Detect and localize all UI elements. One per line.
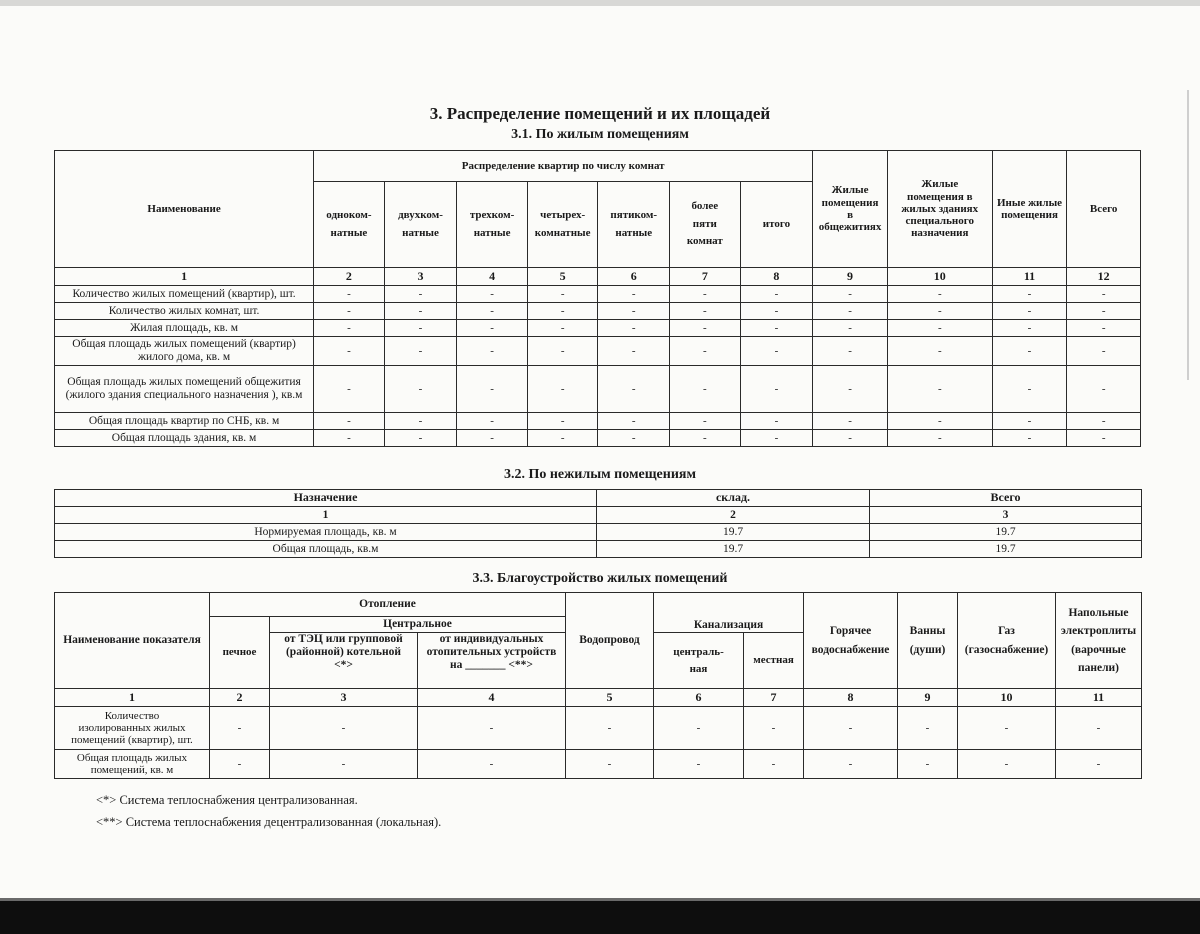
column-number: 11 — [1056, 689, 1142, 707]
row-label: Количество изолированных жилых помещений (квартир), шт. — [55, 707, 210, 750]
cell-value: - — [654, 750, 744, 779]
header-warehouse: склад. — [597, 490, 870, 507]
cell-value: - — [1056, 750, 1142, 779]
cell-value: - — [887, 366, 992, 413]
cell-value: - — [566, 750, 654, 779]
section-title-residential: 3.1. По жилым помещениям — [511, 127, 689, 142]
header-total: Всего — [1067, 151, 1141, 268]
cell-value: - — [887, 320, 992, 337]
column-number: 2 — [210, 689, 270, 707]
cell-value: - — [314, 337, 385, 366]
footnote-decentralized: <**> Система теплоснабжения децентрализованная (локальная). — [96, 815, 442, 829]
cell-value: - — [740, 320, 813, 337]
cell-value: - — [740, 413, 813, 430]
cell-value: - — [314, 286, 385, 303]
row-label: Общая площадь жилых помещений, кв. м — [55, 750, 210, 779]
column-number: 9 — [813, 268, 888, 286]
cell-value: - — [1056, 707, 1142, 750]
cell-value: - — [887, 286, 992, 303]
cell-value: - — [527, 286, 598, 303]
cell-value: - — [744, 750, 804, 779]
cell-value: - — [898, 750, 958, 779]
cell-value: - — [384, 366, 457, 413]
cell-value: - — [1067, 430, 1141, 447]
cell-value: - — [527, 337, 598, 366]
header-name: Наименование — [55, 151, 314, 268]
cell-value: 19.7 — [597, 541, 870, 558]
cell-value: - — [813, 286, 888, 303]
header-central-heating: Центральное — [270, 617, 566, 633]
amenities-table — [54, 592, 1142, 779]
cell-value: - — [210, 707, 270, 750]
document-title: 3. Распределение помещений и их площадей — [429, 104, 771, 123]
cell-value: - — [418, 707, 566, 750]
cell-value: - — [740, 366, 813, 413]
cell-value: - — [457, 430, 528, 447]
cell-value: - — [527, 303, 598, 320]
cell-value: - — [598, 337, 670, 366]
cell-value: - — [1067, 366, 1141, 413]
header-one-room: одноком- натные — [314, 182, 385, 268]
header-chp-boiler: от ТЭЦ или групповой (районной) котельной <*> — [270, 633, 418, 689]
table-row — [55, 541, 1142, 558]
cell-value: - — [1067, 337, 1141, 366]
cell-value: - — [270, 707, 418, 750]
column-number: 3 — [870, 507, 1142, 524]
cell-value: - — [457, 303, 528, 320]
cell-value: - — [598, 286, 670, 303]
cell-value: - — [457, 320, 528, 337]
header-heating: Отопление — [210, 593, 566, 617]
cell-value: - — [992, 303, 1067, 320]
column-numbers-row — [55, 268, 1141, 286]
row-label: Общая площадь здания, кв. м — [55, 430, 314, 447]
cell-value: - — [670, 366, 741, 413]
cell-value: - — [804, 750, 898, 779]
cell-value: - — [457, 413, 528, 430]
header-more-than-five: более пяти комнат — [670, 182, 741, 268]
column-number: 5 — [566, 689, 654, 707]
header-stove-heating: печное — [210, 617, 270, 689]
cell-value: - — [598, 366, 670, 413]
cell-value: - — [384, 286, 457, 303]
row-label: Общая площадь жилых помещений (квартир) жилого дома, кв. м — [55, 337, 314, 366]
cell-value: 19.7 — [597, 524, 870, 541]
cell-value: - — [740, 430, 813, 447]
header-room-distribution: Распределение квартир по числу комнат — [314, 151, 813, 182]
cell-value: - — [813, 320, 888, 337]
column-number: 4 — [418, 689, 566, 707]
header-four-room: четырех- комнатные — [527, 182, 598, 268]
cell-value: - — [457, 366, 528, 413]
column-number: 2 — [314, 268, 385, 286]
cell-value: - — [384, 337, 457, 366]
header-other-premises: Иные жилые помещения — [992, 151, 1067, 268]
cell-value: 19.7 — [870, 524, 1142, 541]
cell-value: - — [740, 286, 813, 303]
header-indicator-name: Наименование показателя — [55, 593, 210, 689]
header-baths: Ванны (души) — [898, 593, 958, 689]
cell-value: - — [992, 286, 1067, 303]
cell-value: - — [384, 320, 457, 337]
cell-value: - — [887, 413, 992, 430]
section-title-non-residential: 3.2. По нежилым помещениям — [503, 467, 697, 482]
table-row — [55, 707, 1142, 750]
cell-value: - — [992, 366, 1067, 413]
cell-value: - — [457, 337, 528, 366]
cell-value: - — [958, 707, 1056, 750]
column-number: 3 — [384, 268, 457, 286]
cell-value: - — [598, 320, 670, 337]
row-label: Жилая площадь, кв. м — [55, 320, 314, 337]
cell-value: - — [958, 750, 1056, 779]
cell-value: - — [670, 320, 741, 337]
table-row — [55, 286, 1141, 303]
table-row — [55, 337, 1141, 366]
cell-value: - — [887, 430, 992, 447]
row-label: Общая площадь квартир по СНБ, кв. м — [55, 413, 314, 430]
cell-value: - — [887, 303, 992, 320]
table-row — [55, 430, 1141, 447]
header-individual-heaters: от индивидуальных отопительных устройств на _______ <**> — [418, 633, 566, 689]
row-label: Общая площадь, кв.м — [55, 541, 597, 558]
column-number: 6 — [598, 268, 670, 286]
cell-value: - — [1067, 413, 1141, 430]
cell-value: - — [804, 707, 898, 750]
cell-value: - — [314, 366, 385, 413]
header-water-supply: Водопровод — [566, 593, 654, 689]
cell-value: - — [314, 413, 385, 430]
header-dormitory: Жилые помещения в общежитиях — [813, 151, 888, 268]
table-row — [55, 320, 1141, 337]
cell-value: - — [813, 303, 888, 320]
header-gas: Газ (газоснабжение) — [958, 593, 1056, 689]
cell-value: - — [887, 337, 992, 366]
non-residential-premises-table — [54, 489, 1142, 558]
column-number: 4 — [457, 268, 528, 286]
cell-value: - — [1067, 286, 1141, 303]
cell-value: - — [992, 413, 1067, 430]
cell-value: - — [898, 707, 958, 750]
cell-value: - — [314, 320, 385, 337]
row-label: Количество жилых помещений (квартир), шт. — [55, 286, 314, 303]
column-number: 2 — [597, 507, 870, 524]
section-title-amenities: 3.3. Благоустройство жилых помещений — [472, 571, 728, 586]
cell-value: - — [992, 337, 1067, 366]
column-number: 1 — [55, 689, 210, 707]
column-numbers-row — [55, 689, 1142, 707]
header-hot-water: Горячее водоснабжение — [804, 593, 898, 689]
residential-premises-table — [54, 150, 1141, 447]
footnote-centralized: <*> Система теплоснабжения централизованная. — [96, 793, 358, 807]
column-numbers-row — [55, 507, 1142, 524]
column-number: 6 — [654, 689, 744, 707]
cell-value: - — [384, 303, 457, 320]
cell-value: - — [813, 413, 888, 430]
cell-value: - — [670, 413, 741, 430]
column-number: 1 — [55, 268, 314, 286]
cell-value: - — [813, 337, 888, 366]
header-purpose: Назначение — [55, 490, 597, 507]
cell-value: - — [740, 303, 813, 320]
column-number: 5 — [527, 268, 598, 286]
header-special-buildings: Жилые помещения в жилых зданиях специального назначения — [887, 151, 992, 268]
cell-value: - — [670, 337, 741, 366]
table-row — [55, 750, 1142, 779]
column-number: 8 — [804, 689, 898, 707]
cell-value: 19.7 — [870, 541, 1142, 558]
column-number: 9 — [898, 689, 958, 707]
column-number: 3 — [270, 689, 418, 707]
cell-value: - — [740, 337, 813, 366]
cell-value: - — [992, 430, 1067, 447]
header-sewerage: Канализация — [654, 593, 804, 633]
cell-value: - — [457, 286, 528, 303]
cell-value: - — [527, 430, 598, 447]
cell-value: - — [527, 366, 598, 413]
column-number: 11 — [992, 268, 1067, 286]
cell-value: - — [527, 320, 598, 337]
cell-value: - — [314, 430, 385, 447]
header-sewer-central: централь- ная — [654, 633, 744, 689]
cell-value: - — [670, 430, 741, 447]
cell-value: - — [270, 750, 418, 779]
column-number: 7 — [744, 689, 804, 707]
cell-value: - — [744, 707, 804, 750]
cell-value: - — [210, 750, 270, 779]
header-electric-stoves: Напольные электроплиты (варочные панели) — [1056, 593, 1142, 689]
cell-value: - — [598, 303, 670, 320]
cell-value: - — [654, 707, 744, 750]
cell-value: - — [1067, 320, 1141, 337]
table-row — [55, 524, 1142, 541]
column-number: 12 — [1067, 268, 1141, 286]
cell-value: - — [384, 413, 457, 430]
header-total: Всего — [870, 490, 1142, 507]
cell-value: - — [992, 320, 1067, 337]
table-row — [55, 366, 1141, 413]
row-label: Количество жилых комнат, шт. — [55, 303, 314, 320]
column-number: 10 — [887, 268, 992, 286]
table-row — [55, 413, 1141, 430]
column-number: 8 — [740, 268, 813, 286]
cell-value: - — [566, 707, 654, 750]
cell-value: - — [598, 430, 670, 447]
cell-value: - — [384, 430, 457, 447]
cell-value: - — [598, 413, 670, 430]
column-number: 1 — [55, 507, 597, 524]
cell-value: - — [670, 286, 741, 303]
table-row — [55, 303, 1141, 320]
header-two-room: двухком- натные — [384, 182, 457, 268]
scan-bottom-edge — [0, 898, 1200, 934]
cell-value: - — [813, 430, 888, 447]
cell-value: - — [418, 750, 566, 779]
row-label: Нормируемая площадь, кв. м — [55, 524, 597, 541]
column-number: 10 — [958, 689, 1056, 707]
row-label: Общая площадь жилых помещений общежития (жилого здания специального назначения ), кв.м — [55, 366, 314, 413]
cell-value: - — [527, 413, 598, 430]
header-three-room: трехком- натные — [457, 182, 528, 268]
column-number: 7 — [670, 268, 741, 286]
scan-top-edge — [0, 0, 1200, 6]
header-subtotal: итого — [740, 182, 813, 268]
cell-value: - — [670, 303, 741, 320]
cell-value: - — [1067, 303, 1141, 320]
header-sewer-local: местная — [744, 633, 804, 689]
cell-value: - — [813, 366, 888, 413]
header-five-room: пятиком- натные — [598, 182, 670, 268]
cell-value: - — [314, 303, 385, 320]
